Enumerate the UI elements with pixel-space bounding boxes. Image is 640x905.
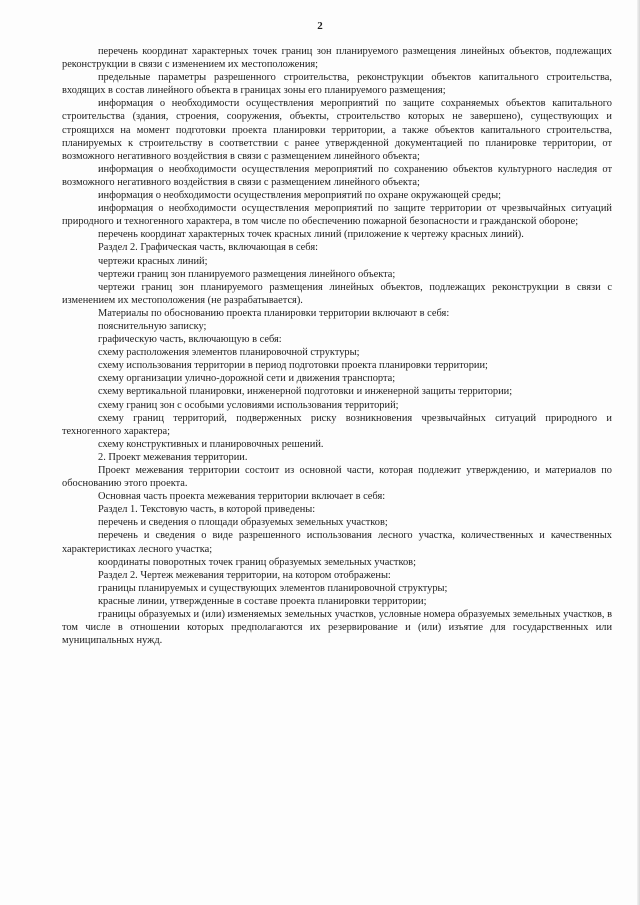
paragraph: чертежи границ зон планируемого размещения линейных объектов, подлежащих реконструкции в связи с изменением их местоположения (не разрабатывается). <box>62 281 612 306</box>
paragraph: координаты поворотных точек границ образуемых земельных участков; <box>98 556 416 568</box>
paragraph: границы планируемых и существующих элементов планировочной структуры; <box>98 582 448 594</box>
section-heading: Раздел 1. Текстовую часть, в которой приведены: <box>98 504 316 516</box>
paragraph: схему использования территории в период подготовки проекта планировки территории; <box>98 360 488 372</box>
paragraph: информация о необходимости осуществления мероприятий по охране окружающей среды; <box>98 190 501 202</box>
paragraph: перечень координат характерных точек границ зон планируемого размещения линейных объектов, подлежащих реконструкции в связи с изменением их местоположения; <box>62 46 612 71</box>
paragraph: пояснительную записку; <box>98 320 207 332</box>
paragraph: информация о необходимости осуществления мероприятий по защите сохраняемых объектов капитального строительства (здания, строения, сооружения, объекты, строительство которых не завершено), существующих и строящихся на момент подготовки проекта планировки территории, а также объектов капитального строительства, планируемых к строительству в соответствии с ранее утвержденной документацией по планировке территории, от возможного негативного воздействия в связи с размещением линейного объекта; <box>62 98 612 162</box>
paragraph: Проект межевания территории состоит из основной части, которая подлежит утверждению, и материалов по обоснованию этого проекта. <box>62 465 612 490</box>
paragraph: перечень и сведения о виде разрешенного использования лесного участка, количественных и качественных характеристиках лесного участка; <box>62 530 612 555</box>
paragraph: схему границ зон с особыми условиями использования территорий; <box>98 399 399 411</box>
paragraph: информация о необходимости осуществления мероприятий по защите территории от чрезвычайных ситуаций природного и техногенного характера, в том числе по обеспечению пожарной безопасности и гражданской обороне; <box>62 203 612 228</box>
paragraph: Материалы по обоснованию проекта планировки территории включают в себя: <box>98 307 450 319</box>
paragraph: схему расположения элементов планировочной структуры; <box>98 347 360 359</box>
paragraph: чертежи красных линий; <box>98 255 208 267</box>
section-heading: 2. Проект межевания территории. <box>98 451 248 463</box>
document-body <box>62 45 612 647</box>
paragraph: предельные параметры разрешенного строительства, реконструкции объектов капитального строительства, входящих в состав линейного объекта в границах зоны его планируемого размещения; <box>62 72 612 97</box>
paragraph: схему вертикальной планировки, инженерной подготовки и инженерной защиты территории; <box>98 386 513 398</box>
page-number: 2 <box>317 20 323 32</box>
paragraph: чертежи границ зон планируемого размещения линейного объекта; <box>98 268 396 280</box>
paragraph: схему конструктивных и планировочных решений. <box>98 438 324 450</box>
section-heading: Раздел 2. Чертеж межевания территории, на котором отображены: <box>98 569 391 581</box>
paragraph: схему организации улично-дорожной сети и движения транспорта; <box>98 373 396 385</box>
section-heading: Раздел 2. Графическая часть, включающая в себя: <box>98 242 318 254</box>
paragraph: схему границ территорий, подверженных риску возникновения чрезвычайных ситуаций природного и техногенного характера; <box>62 412 612 437</box>
paragraph: перечень и сведения о площади образуемых земельных участков; <box>98 517 388 529</box>
paragraph: информация о необходимости осуществления мероприятий по сохранению объектов культурного наследия от возможного негативного воздействия в связи с размещением линейного объекта; <box>62 163 612 188</box>
paragraph: перечень координат характерных точек красных линий (приложение к чертежу красных линий). <box>98 229 524 241</box>
paragraph: красные линии, утвержденные в составе проекта планировки территории; <box>98 595 427 607</box>
paragraph: графическую часть, включающую в себя: <box>98 334 282 346</box>
paragraph: границы образуемых и (или) изменяемых земельных участков, условные номера образуемых земельных участков, в том числе в отношении которых предполагаются их резервирование и (или) изъятие для государственных или муниципальных нужд. <box>62 609 612 647</box>
paragraph: Основная часть проекта межевания территории включает в себя: <box>98 491 386 503</box>
